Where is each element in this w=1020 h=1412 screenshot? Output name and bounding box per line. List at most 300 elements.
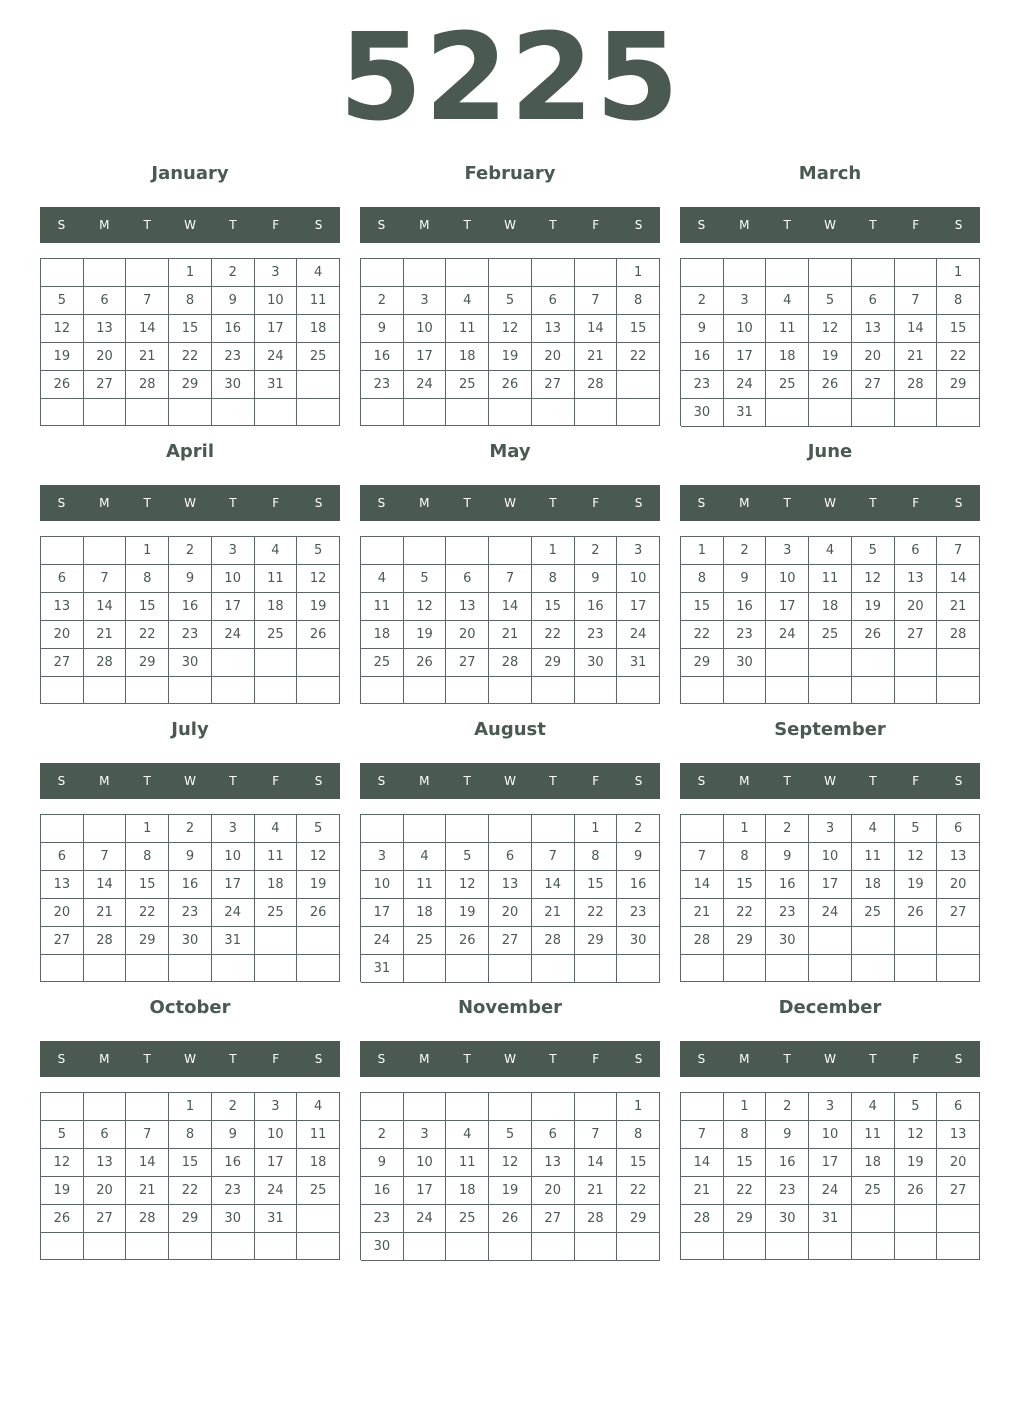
day-cell: 27 (84, 371, 127, 399)
day-cell: 22 (575, 899, 618, 927)
day-cell: 11 (297, 287, 340, 315)
day-cell: 16 (169, 593, 212, 621)
day-cell: 9 (361, 315, 404, 343)
weekday-label: S (634, 496, 643, 510)
day-cell: 5 (41, 1121, 84, 1149)
day-cell: 4 (255, 537, 298, 565)
weekday-label: T (463, 1052, 471, 1066)
weekday-label: T (143, 1052, 151, 1066)
day-cell: 17 (809, 871, 852, 899)
empty-day-cell (212, 649, 255, 677)
empty-day-cell (41, 259, 84, 287)
empty-day-cell (617, 371, 660, 399)
weekday-label: T (783, 1052, 791, 1066)
day-cell: 27 (937, 899, 980, 927)
day-cell: 9 (575, 565, 618, 593)
day-cell: 26 (489, 1205, 532, 1233)
day-cell: 24 (404, 1205, 447, 1233)
empty-day-cell (937, 677, 980, 704)
weekday-label: M (739, 1052, 750, 1066)
day-cell: 10 (255, 1121, 298, 1149)
empty-day-cell (809, 1233, 852, 1260)
day-cell: 21 (489, 621, 532, 649)
day-cell: 28 (126, 371, 169, 399)
day-cell: 30 (169, 927, 212, 955)
day-cell: 5 (489, 1121, 532, 1149)
day-cell: 26 (404, 649, 447, 677)
day-cell: 16 (361, 343, 404, 371)
empty-day-cell (681, 259, 724, 287)
day-cell: 16 (766, 871, 809, 899)
weekday-label: F (912, 218, 920, 232)
day-cell: 4 (446, 1121, 489, 1149)
empty-day-cell (404, 1093, 447, 1121)
day-cell: 27 (532, 371, 575, 399)
day-cell: 3 (255, 259, 298, 287)
month-february (360, 160, 660, 428)
day-cell: 7 (895, 287, 938, 315)
empty-day-cell (404, 259, 447, 287)
weekday-header (680, 485, 980, 521)
day-cell: 18 (297, 315, 340, 343)
day-cell: 15 (617, 315, 660, 343)
day-cell: 23 (169, 621, 212, 649)
day-cell: 4 (852, 815, 895, 843)
day-cell: 12 (895, 1121, 938, 1149)
weekday-label: F (592, 496, 600, 510)
day-cell: 8 (617, 1121, 660, 1149)
day-cell: 15 (937, 315, 980, 343)
empty-day-cell (404, 399, 447, 426)
month-october (40, 994, 340, 1262)
day-cell: 11 (297, 1121, 340, 1149)
day-grid (40, 1092, 340, 1260)
year-title: 5225 (339, 9, 681, 148)
empty-day-cell (852, 259, 895, 287)
empty-day-cell (937, 1205, 980, 1233)
weekday-label: S (57, 1052, 66, 1066)
day-cell: 19 (895, 1149, 938, 1177)
weekday-label: T (143, 218, 151, 232)
empty-day-cell (297, 649, 340, 677)
day-cell: 29 (126, 927, 169, 955)
day-cell: 8 (126, 565, 169, 593)
weekday-label: T (549, 218, 557, 232)
day-cell: 16 (575, 593, 618, 621)
day-cell: 4 (404, 843, 447, 871)
month-august (360, 716, 660, 984)
month-name: February (464, 163, 556, 184)
day-cell: 29 (532, 649, 575, 677)
day-cell: 23 (681, 371, 724, 399)
empty-day-cell (809, 955, 852, 982)
day-cell: 31 (255, 371, 298, 399)
day-cell: 17 (809, 1149, 852, 1177)
day-cell: 6 (41, 843, 84, 871)
empty-day-cell (852, 927, 895, 955)
month-name: May (489, 441, 531, 462)
empty-day-cell (169, 1233, 212, 1260)
weekday-label: T (783, 218, 791, 232)
day-cell: 12 (489, 315, 532, 343)
weekday-label: W (824, 218, 836, 232)
day-cell: 20 (84, 343, 127, 371)
day-cell: 1 (724, 815, 767, 843)
weekday-label: F (592, 218, 600, 232)
empty-day-cell (489, 955, 532, 983)
day-cell: 1 (532, 537, 575, 565)
empty-day-cell (852, 399, 895, 427)
weekday-label: T (869, 218, 877, 232)
day-cell: 8 (724, 1121, 767, 1149)
empty-day-cell (681, 955, 724, 982)
day-cell: 5 (297, 537, 340, 565)
day-cell: 12 (297, 843, 340, 871)
day-cell: 21 (84, 621, 127, 649)
day-cell: 13 (489, 871, 532, 899)
day-cell: 2 (724, 537, 767, 565)
day-cell: 22 (681, 621, 724, 649)
day-cell: 7 (681, 1121, 724, 1149)
weekday-label: M (419, 1052, 430, 1066)
day-cell: 19 (404, 621, 447, 649)
empty-day-cell (575, 955, 618, 983)
day-cell: 2 (681, 287, 724, 315)
day-cell: 21 (84, 899, 127, 927)
day-cell: 30 (617, 927, 660, 955)
day-cell: 27 (532, 1205, 575, 1233)
empty-day-cell (446, 1093, 489, 1121)
day-cell: 15 (126, 593, 169, 621)
day-cell: 17 (404, 1177, 447, 1205)
empty-day-cell (681, 1093, 724, 1121)
day-cell: 11 (255, 565, 298, 593)
empty-day-cell (255, 955, 298, 982)
weekday-label: F (272, 496, 280, 510)
weekday-label: T (229, 496, 237, 510)
day-cell: 7 (126, 287, 169, 315)
day-cell: 5 (404, 565, 447, 593)
day-cell: 18 (766, 343, 809, 371)
day-cell: 27 (446, 649, 489, 677)
weekday-label: S (954, 218, 963, 232)
weekday-label: T (229, 218, 237, 232)
empty-day-cell (84, 1093, 127, 1121)
day-cell: 26 (446, 927, 489, 955)
day-cell: 15 (724, 871, 767, 899)
empty-day-cell (809, 259, 852, 287)
empty-day-cell (617, 677, 660, 704)
empty-day-cell (404, 1233, 447, 1261)
empty-day-cell (126, 1093, 169, 1121)
day-cell: 28 (681, 927, 724, 955)
day-cell: 7 (532, 843, 575, 871)
empty-day-cell (489, 399, 532, 426)
weekday-label: T (783, 774, 791, 788)
day-cell: 15 (169, 1149, 212, 1177)
day-cell: 4 (766, 287, 809, 315)
day-cell: 22 (617, 1177, 660, 1205)
weekday-label: S (314, 1052, 323, 1066)
day-cell: 21 (895, 343, 938, 371)
empty-day-cell (361, 259, 404, 287)
day-cell: 2 (169, 537, 212, 565)
day-cell: 8 (937, 287, 980, 315)
day-cell: 24 (617, 621, 660, 649)
month-november (360, 994, 660, 1262)
day-cell: 12 (297, 565, 340, 593)
day-cell: 28 (532, 927, 575, 955)
day-cell: 30 (212, 1205, 255, 1233)
weekday-label: T (869, 496, 877, 510)
day-cell: 10 (617, 565, 660, 593)
day-cell: 16 (617, 871, 660, 899)
day-cell: 24 (724, 371, 767, 399)
weekday-label: M (99, 496, 110, 510)
day-cell: 26 (41, 1205, 84, 1233)
empty-day-cell (617, 399, 660, 426)
weekday-label: M (99, 218, 110, 232)
month-name: March (798, 163, 862, 184)
weekday-label: S (954, 1052, 963, 1066)
weekday-label: S (314, 774, 323, 788)
day-cell: 1 (169, 1093, 212, 1121)
day-cell: 24 (809, 899, 852, 927)
day-cell: 1 (937, 259, 980, 287)
day-cell: 6 (937, 815, 980, 843)
weekday-header (680, 207, 980, 243)
day-cell: 15 (126, 871, 169, 899)
empty-day-cell (84, 399, 127, 426)
empty-day-cell (809, 677, 852, 704)
day-cell: 11 (446, 1149, 489, 1177)
empty-day-cell (937, 955, 980, 982)
day-cell: 2 (766, 815, 809, 843)
empty-day-cell (404, 537, 447, 565)
day-cell: 21 (532, 899, 575, 927)
day-cell: 23 (361, 1205, 404, 1233)
weekday-label: M (99, 1052, 110, 1066)
day-cell: 28 (84, 927, 127, 955)
weekday-label: S (697, 774, 706, 788)
day-cell: 29 (724, 927, 767, 955)
empty-day-cell (724, 1233, 767, 1260)
day-cell: 25 (255, 621, 298, 649)
day-cell: 2 (617, 815, 660, 843)
day-cell: 21 (575, 343, 618, 371)
empty-day-cell (297, 371, 340, 399)
empty-day-cell (852, 649, 895, 677)
empty-day-cell (297, 399, 340, 426)
day-cell: 12 (895, 843, 938, 871)
day-cell: 4 (446, 287, 489, 315)
month-march (680, 160, 980, 428)
day-cell: 14 (937, 565, 980, 593)
empty-day-cell (169, 677, 212, 704)
day-cell: 23 (766, 1177, 809, 1205)
empty-day-cell (895, 649, 938, 677)
day-cell: 30 (724, 649, 767, 677)
day-cell: 11 (446, 315, 489, 343)
day-cell: 13 (446, 593, 489, 621)
day-cell: 28 (895, 371, 938, 399)
empty-day-cell (575, 1093, 618, 1121)
day-cell: 3 (724, 287, 767, 315)
empty-day-cell (126, 677, 169, 704)
weekday-label: W (184, 774, 196, 788)
weekday-label: T (549, 774, 557, 788)
month-name: July (171, 719, 209, 740)
empty-day-cell (617, 1233, 660, 1261)
weekday-label: W (824, 774, 836, 788)
empty-day-cell (681, 677, 724, 704)
weekday-header (40, 485, 340, 521)
day-cell: 19 (489, 343, 532, 371)
day-cell: 3 (212, 815, 255, 843)
day-cell: 18 (446, 1177, 489, 1205)
day-cell: 6 (937, 1093, 980, 1121)
day-cell: 3 (809, 1093, 852, 1121)
day-cell: 26 (297, 621, 340, 649)
day-grid (360, 814, 660, 982)
empty-day-cell (575, 259, 618, 287)
day-cell: 8 (724, 843, 767, 871)
weekday-header (360, 207, 660, 243)
weekday-header (40, 207, 340, 243)
day-cell: 4 (297, 1093, 340, 1121)
day-cell: 13 (84, 315, 127, 343)
day-cell: 17 (766, 593, 809, 621)
day-cell: 5 (297, 815, 340, 843)
day-cell: 15 (532, 593, 575, 621)
empty-day-cell (575, 1233, 618, 1261)
day-cell: 8 (575, 843, 618, 871)
weekday-label: F (912, 1052, 920, 1066)
weekday-label: M (419, 496, 430, 510)
day-cell: 19 (41, 1177, 84, 1205)
empty-day-cell (489, 259, 532, 287)
day-cell: 1 (617, 259, 660, 287)
weekday-header (40, 1041, 340, 1077)
day-cell: 20 (937, 871, 980, 899)
empty-day-cell (937, 649, 980, 677)
day-cell: 20 (852, 343, 895, 371)
day-cell: 15 (575, 871, 618, 899)
day-cell: 24 (212, 899, 255, 927)
day-grid (40, 536, 340, 704)
day-cell: 26 (895, 1177, 938, 1205)
month-name: September (774, 719, 886, 740)
day-cell: 1 (681, 537, 724, 565)
empty-day-cell (404, 677, 447, 704)
empty-day-cell (446, 677, 489, 704)
empty-day-cell (212, 677, 255, 704)
day-cell: 1 (617, 1093, 660, 1121)
empty-day-cell (766, 677, 809, 704)
day-cell: 31 (255, 1205, 298, 1233)
empty-day-cell (532, 1093, 575, 1121)
day-cell: 10 (255, 287, 298, 315)
day-cell: 14 (84, 593, 127, 621)
weekday-label: S (57, 496, 66, 510)
day-cell: 17 (255, 315, 298, 343)
day-cell: 20 (895, 593, 938, 621)
day-cell: 12 (404, 593, 447, 621)
day-cell: 30 (361, 1233, 404, 1261)
day-cell: 17 (617, 593, 660, 621)
day-cell: 7 (84, 565, 127, 593)
weekday-label: T (783, 496, 791, 510)
empty-day-cell (361, 677, 404, 704)
day-cell: 22 (126, 621, 169, 649)
weekday-label: T (229, 774, 237, 788)
day-grid (680, 1092, 980, 1260)
empty-day-cell (809, 399, 852, 427)
empty-day-cell (84, 815, 127, 843)
weekday-label: S (314, 218, 323, 232)
day-cell: 24 (809, 1177, 852, 1205)
day-cell: 20 (489, 899, 532, 927)
empty-day-cell (41, 399, 84, 426)
day-cell: 18 (809, 593, 852, 621)
weekday-header (360, 485, 660, 521)
weekday-label: M (419, 774, 430, 788)
weekday-label: S (377, 218, 386, 232)
month-name: June (807, 441, 853, 462)
empty-day-cell (361, 537, 404, 565)
day-cell: 8 (126, 843, 169, 871)
weekday-label: S (377, 496, 386, 510)
empty-day-cell (724, 677, 767, 704)
day-cell: 14 (489, 593, 532, 621)
day-cell: 15 (724, 1149, 767, 1177)
day-cell: 19 (852, 593, 895, 621)
day-cell: 1 (126, 537, 169, 565)
month-january (40, 160, 340, 428)
day-cell: 2 (212, 1093, 255, 1121)
day-cell: 13 (41, 593, 84, 621)
day-cell: 27 (41, 927, 84, 955)
day-cell: 16 (212, 315, 255, 343)
empty-day-cell (41, 955, 84, 982)
day-cell: 8 (617, 287, 660, 315)
day-cell: 14 (575, 1149, 618, 1177)
day-cell: 4 (361, 565, 404, 593)
month-name: January (151, 163, 229, 184)
day-cell: 3 (361, 843, 404, 871)
day-cell: 7 (126, 1121, 169, 1149)
empty-day-cell (895, 1233, 938, 1260)
empty-day-cell (297, 677, 340, 704)
empty-day-cell (41, 677, 84, 704)
month-name: December (778, 997, 882, 1018)
day-cell: 11 (361, 593, 404, 621)
empty-day-cell (41, 1233, 84, 1260)
weekday-label: T (143, 774, 151, 788)
empty-day-cell (404, 955, 447, 983)
day-cell: 14 (575, 315, 618, 343)
day-cell: 19 (895, 871, 938, 899)
weekday-label: S (697, 1052, 706, 1066)
day-cell: 28 (126, 1205, 169, 1233)
day-cell: 20 (532, 1177, 575, 1205)
day-cell: 11 (809, 565, 852, 593)
day-grid (360, 536, 660, 704)
month-december (680, 994, 980, 1262)
weekday-label: F (272, 1052, 280, 1066)
day-cell: 16 (361, 1177, 404, 1205)
day-cell: 25 (446, 371, 489, 399)
